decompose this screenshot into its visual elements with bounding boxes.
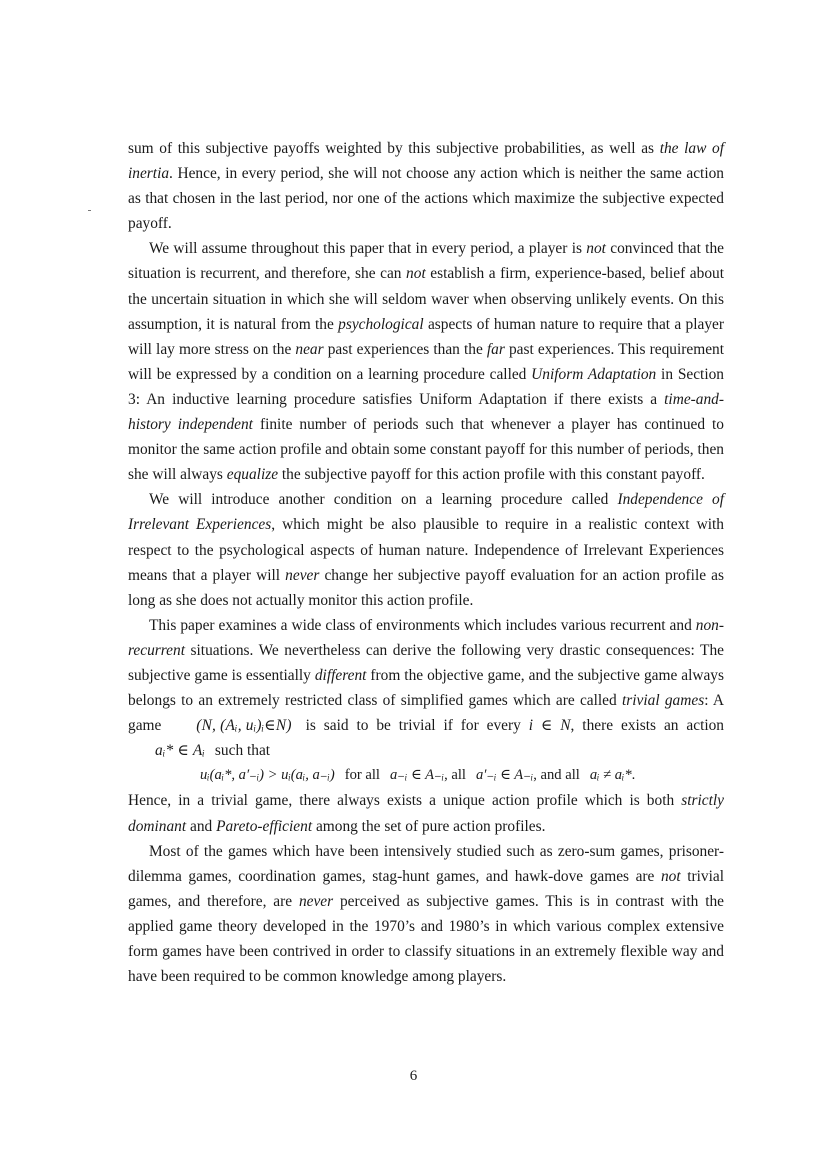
paragraph-4-text: situations. We nevertheless can derive the following very drastic consequences: The subjective game is essentially: [128, 641, 724, 684]
emphasis-trivial-games: trivial games: [621, 692, 705, 710]
paragraph-2-text: finite number of periods such that whenever a player has continued to monitor the same action profile and obtain some constant payoff for this number of periods, then she will always: [128, 416, 724, 484]
margin-mark: [88, 210, 91, 211]
paragraph-2-text: the subjective payoff for this action profile with this constant payoff.: [278, 466, 705, 484]
paragraph-2-text: We will assume throughout this paper that in every period, a player is: [149, 240, 587, 258]
page-number: 6: [409, 1068, 418, 1084]
formula-text: , and all: [533, 767, 580, 784]
paragraph-4-text: : A game: [128, 692, 724, 735]
paragraph-2-text: convinced that the situation is recurrent, and therefore, she can: [128, 240, 724, 283]
paragraph-6: [128, 839, 724, 990]
paragraph-4: [128, 613, 724, 764]
paragraph-2-text: past experiences than the: [323, 340, 487, 358]
paragraph-3-text: change her subjective payoff evaluation for an action profile as long as she does not actually monitor this action profile.: [128, 566, 724, 609]
paragraph-6-text: perceived as subjective games. This is in contrast with the applied game theory developed in the 1970’s and 1980’s in which various complex extensive form games have been contrived in order to classify situations in an extremely flexible way and have been required to be common knowledge among players.: [128, 892, 724, 986]
paragraph-5-text: Hence, in a trivial game, there always exists a unique action profile which is both: [128, 792, 682, 810]
paragraph-2-text: in Section 3: An inductive learning procedure satisfies Uniform Adaptation if there exists a: [128, 365, 724, 408]
paragraph-4-text: , there exists an action: [570, 717, 725, 735]
emphasis-time-and-history-independent: time-and-history independent: [128, 390, 724, 434]
paragraph-3-text: , which might be also plausible to require in a realistic context with respect to the psychological aspects of human nature. Independence of Irrelevant Experiences means that a player will: [128, 516, 724, 584]
paragraph-2-text: establish a firm, experience-based, belief about the uncertain situation in which she will seldom waver when observing unlikely events. On this assumption, it is natural from the: [128, 265, 724, 333]
emphasis-strictly-dominant: strictly dominant: [128, 792, 724, 835]
paragraph-4-text: This paper examines a wide class of environments which includes various recurrent and: [149, 616, 696, 634]
math-a-not-equal: aᵢ ≠ aᵢ*: [589, 767, 632, 784]
emphasis-far: far: [486, 340, 505, 358]
paragraph-2: [128, 236, 724, 487]
emphasis-not: not: [586, 240, 606, 258]
formula-text: .: [631, 767, 636, 784]
paragraph-2-text: aspects of human nature to require that a player will lay more stress on the: [128, 315, 724, 358]
math-game-tuple: (N, (Aᵢ, uᵢ)ᵢ∈N): [196, 717, 292, 735]
formula-text: , all: [444, 767, 466, 784]
body-text: [128, 136, 724, 989]
paragraph-4-text: from the objective game, and the subjective game always belongs to an extremely restricted class of simplified games which are called: [128, 666, 724, 710]
math-a-prime-minus-i: a′₋ᵢ ∈ A₋ᵢ: [475, 767, 534, 784]
emphasis-equalize: equalize: [226, 466, 279, 484]
paragraph-1-text: . Hence, in every period, she will not choose any action which is neither the same action as that chosen in the last period, nor one of the actions which maximize the subjective expected payoff.: [128, 165, 724, 233]
paragraph-3: [128, 487, 724, 612]
math-action-star: aᵢ* ∈ Aᵢ: [155, 742, 206, 760]
paragraph-5-text: and: [186, 817, 217, 835]
emphasis-psychological: psychological: [338, 315, 424, 333]
paragraph-6-text: Most of the games which have been intensively studied such as zero-sum games, prisoner-dilemma games, coordination games, stag-hunt games, and hawk-dove games are: [128, 842, 724, 885]
formula-text: for all: [344, 767, 380, 784]
emphasis-never: never: [285, 566, 320, 584]
emphasis-never: never: [298, 892, 334, 910]
emphasis-uniform-adaptation: Uniform Adaptation: [531, 365, 657, 383]
emphasis-not: not: [660, 867, 681, 885]
emphasis-law-of-inertia: the law of inertia: [128, 140, 724, 183]
paragraph-4-text: is said to be trivial if for every: [297, 717, 529, 735]
paragraph-6-text: trivial games, and therefore, are: [128, 867, 724, 910]
math-a-minus-i: a₋ᵢ ∈ A₋ᵢ: [389, 767, 445, 784]
emphasis-near: near: [295, 340, 324, 358]
math-i-in-n: i ∈ N: [528, 717, 571, 735]
paragraph-5-text: among the set of pure action profiles.: [312, 817, 546, 835]
emphasis-different: different: [314, 666, 367, 684]
emphasis-not: not: [406, 265, 426, 283]
paragraph-3-text: We will introduce another condition on a learning procedure called: [149, 491, 618, 509]
paragraph-2-text: past experiences. This requirement will be expressed by a condition on a learning procedure called: [128, 340, 724, 383]
display-formula: [128, 763, 724, 788]
emphasis-pareto-efficient: Pareto-efficient: [216, 817, 313, 835]
emphasis-non-recurrent: non-recurrent: [128, 616, 724, 659]
paragraph-1: [128, 136, 724, 236]
math-payoff-inequality: uᵢ(aᵢ*, a′₋ᵢ) > uᵢ(aᵢ, a₋ᵢ): [200, 767, 335, 784]
paragraph-4-text: such that: [211, 742, 271, 760]
paragraph-1-text: sum of this subjective payoffs weighted by this subjective probabilities, as well as: [128, 140, 660, 157]
paragraph-5: [128, 788, 724, 838]
emphasis-independence-of-irrelevant-experiences: Independence of Irrelevant Experiences: [128, 491, 724, 534]
